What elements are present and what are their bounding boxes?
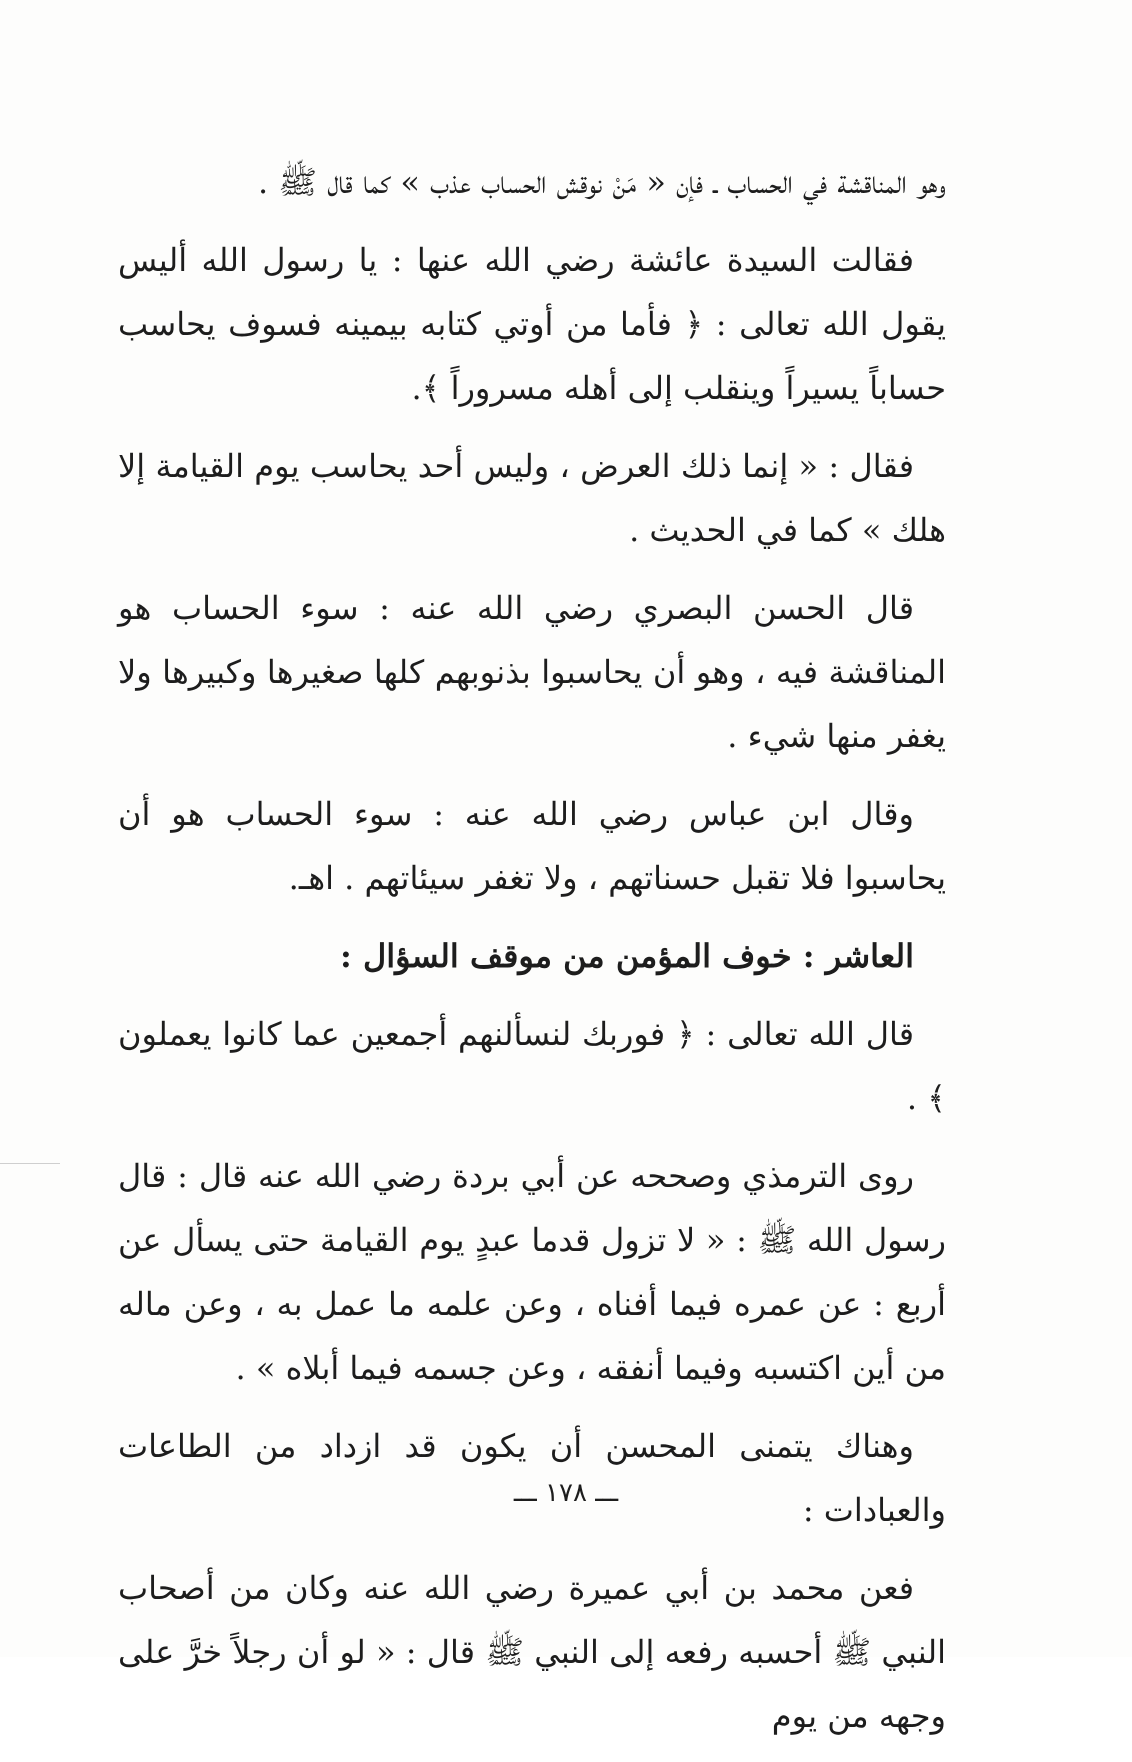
paragraph-prophet-answer: فقال : « إنما ذلك العرض ، وليس أحد يحاسب يوم القيامة إلا هلك » كما في الحديث . (118, 447, 946, 549)
paragraph-hasan-basri: قال الحسن البصري رضي الله عنه : سوء الحساب هو المناقشة فيه ، وهو أن يحاسبوا بذنوبهم كلها صغيرها وكبيرها ولا يغفر منها شيء . (118, 589, 946, 755)
page-body-text (118, 150, 946, 1762)
paragraph-tirmidhi-hadith: روى الترمذي وصححه عن أبي بردة رضي الله عنه قال : قال رسول الله ﷺ : « لا تزول قدما عبدٍ يوم القيامة حتى يسأل عن أربع : عن عمره فيما أفناه ، وعن علمه ما عمل به ، وعن ماله من أين اكتسبه وفيما أنفقه ، وعن جسمه فيما أبلاه » . (118, 1157, 946, 1387)
paragraph-ibn-abi-umayra: فعن محمد بن أبي عميرة رضي الله عنه وكان من أصحاب النبي ﷺ أحسبه رفعه إلى النبي ﷺ قال : « لو أن رجلاً خرَّ على وجهه من يوم (118, 1569, 946, 1735)
paragraph-muhsin-wish: وهناك يتمنى المحسن أن يكون قد ازداد من الطاعات والعبادات : (118, 1427, 946, 1529)
paragraph-ibn-abbas: وقال ابن عباس رضي الله عنه : سوء الحساب هو أن يحاسبوا فلا تقبل حسناتهم ، ولا تغفر سيئاتهم . اهـ. (118, 795, 946, 897)
paragraph-quran-verse: قال الله تعالى : ﴿ فوربك لنسألنهم أجمعين عما كانوا يعملون ﴾ . (118, 1015, 946, 1117)
paragraph-aisha-question: فقالت السيدة عائشة رضي الله عنها : يا رسول الله أليس يقول الله تعالى : ﴿ فأما من أوتي كتابه بيمينه فسوف يحاسب حساباً يسيراً وينقلب إلى أهله مسروراً ﴾. (118, 241, 947, 407)
page-number: ـــ ١٧٨ ـــ (513, 1478, 619, 1508)
scan-artifact-line (0, 1163, 60, 1164)
section-heading-tenth: العاشر : خوف المؤمن من موقف السؤال : (339, 937, 914, 975)
paragraph-hisab-munaqasha: وهو المناقشة في الحساب ـ فإن « مَنْ نوقش الحساب عذب » كما قال ﷺ . (258, 163, 946, 201)
